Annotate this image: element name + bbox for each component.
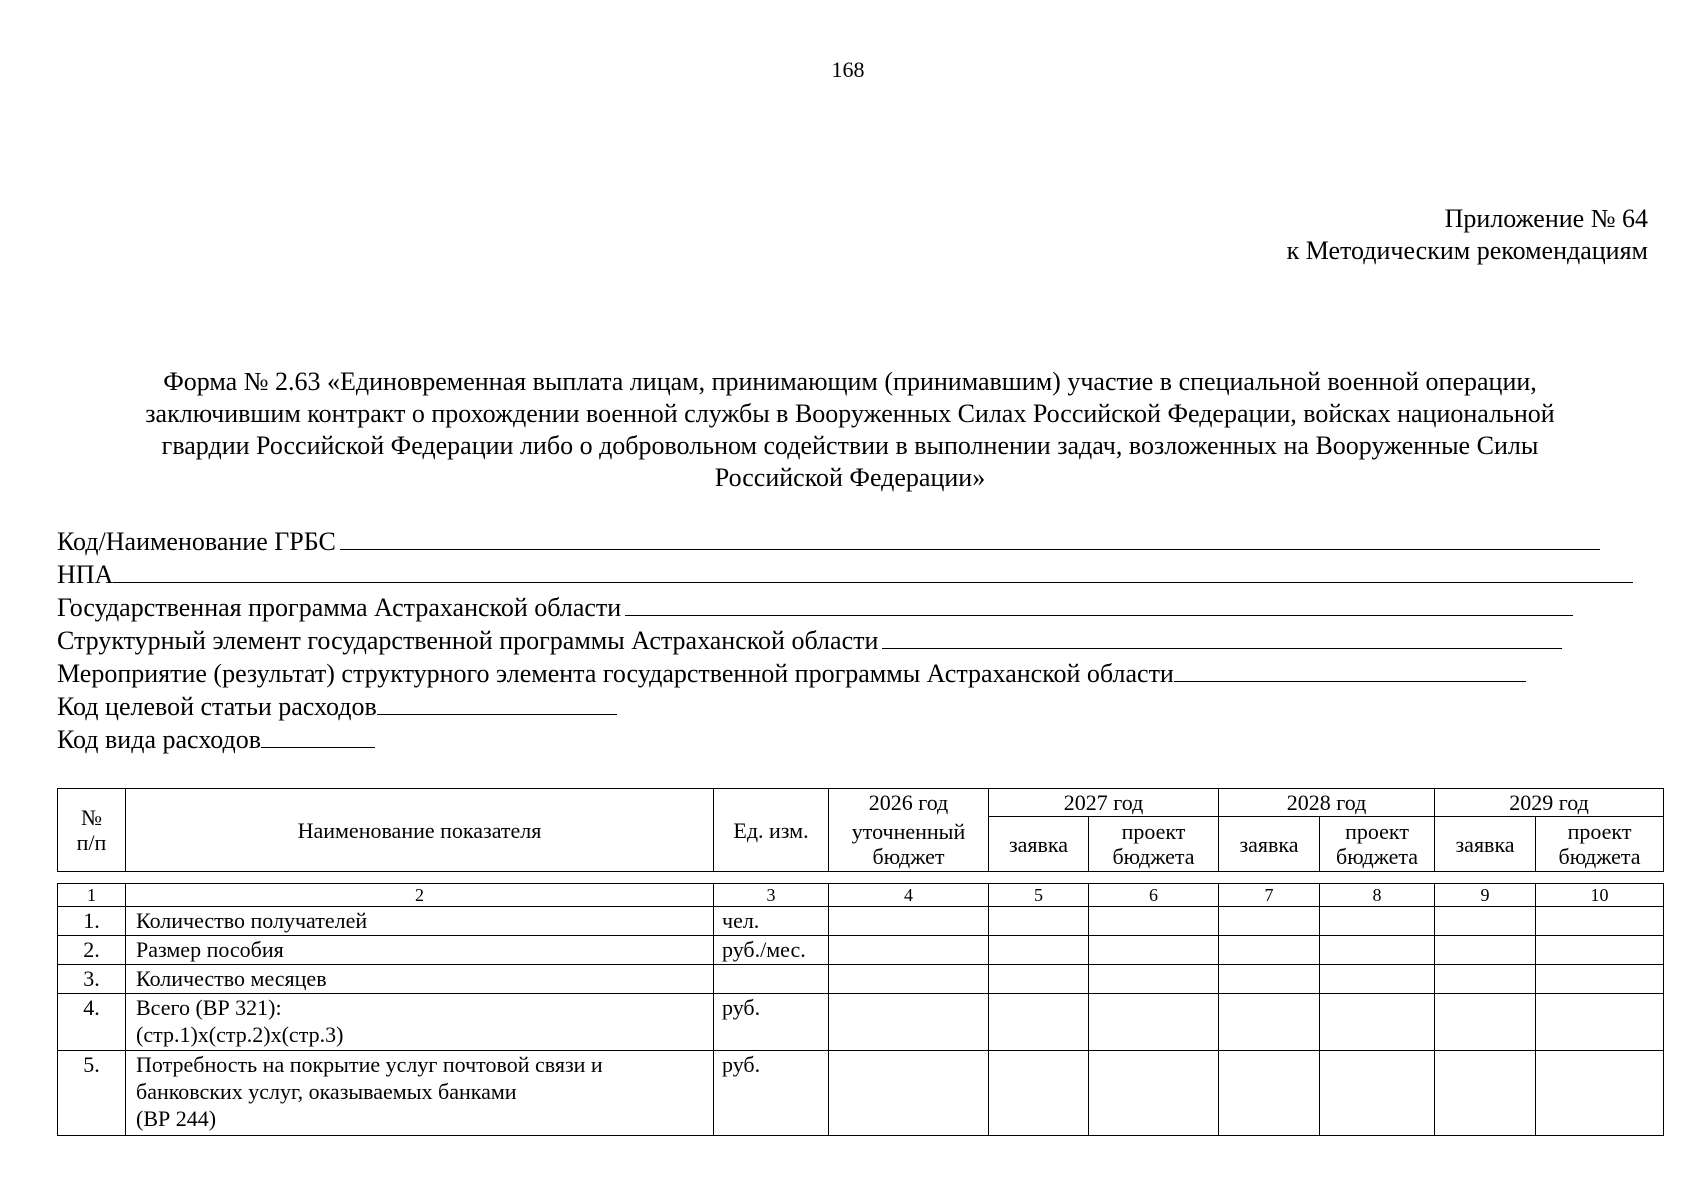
field-label: Структурный элемент государственной программы Астраханской области [57,626,879,655]
row-unit: чел. [714,907,829,936]
fill-line[interactable] [377,692,617,715]
row-name [126,1051,714,1136]
field-grbs [57,525,1633,558]
value-cell[interactable] [1219,907,1320,936]
column-number: 9 [1435,884,1536,907]
header-year-2027: 2027 год [989,789,1219,817]
row-num: 5. [58,1051,126,1136]
row-num: 3. [58,965,126,994]
row-num: 4. [58,994,126,1051]
form-fields [57,525,1633,756]
value-cell[interactable] [989,1051,1089,1136]
form-title-line: гвардии Российской Федерации либо о добровольном содействии в выполнении задач, возложенных на Вооруженные Силы [161,431,1539,460]
value-cell[interactable] [989,965,1089,994]
fill-line[interactable] [340,527,1600,550]
row-unit: руб. [714,1051,829,1136]
fill-line[interactable] [882,626,1562,649]
value-cell[interactable] [1219,936,1320,965]
value-cell[interactable] [1435,907,1536,936]
field-target-code [57,690,1633,723]
column-number: 1 [58,884,126,907]
table-row [58,907,1664,936]
row-name: Количество получателей [126,907,714,936]
column-number: 10 [1536,884,1664,907]
value-cell[interactable] [1435,936,1536,965]
value-cell[interactable] [989,936,1089,965]
field-label: НПА [57,560,114,589]
field-label: Государственная программа Астраханской области [57,593,622,622]
table-row [58,1051,1664,1136]
row-name-line: Всего (ВР 321): [136,995,282,1020]
value-cell[interactable] [1089,1051,1219,1136]
value-cell[interactable] [1089,994,1219,1051]
row-name [126,994,714,1051]
column-number: 6 [1089,884,1219,907]
value-cell[interactable] [1320,1051,1435,1136]
value-cell[interactable] [1219,994,1320,1051]
value-cell[interactable] [1219,965,1320,994]
value-cell[interactable] [829,965,989,994]
header-draft-budget: проект бюджета [1089,817,1219,872]
header-request: заявка [989,817,1089,872]
data-table [57,883,1664,1136]
row-name-line: (стр.1)x(стр.2)x(стр.3) [136,1022,344,1047]
field-label: Код целевой статьи расходов [57,692,377,721]
table-row [58,936,1664,965]
field-npa [57,558,1633,591]
row-unit: руб. [714,994,829,1051]
form-title-line: Российской Федерации» [714,463,986,492]
field-expense-code [57,723,1633,756]
header-request: заявка [1219,817,1320,872]
table-header [57,788,1664,872]
value-cell[interactable] [989,994,1089,1051]
value-cell[interactable] [1536,965,1664,994]
value-cell[interactable] [1320,907,1435,936]
field-struct-element [57,624,1633,657]
row-name-line: (ВР 244) [136,1106,217,1131]
column-number: 8 [1320,884,1435,907]
header-refined-budget: уточненный бюджет [829,817,989,872]
value-cell[interactable] [1536,907,1664,936]
page-number: 168 [831,57,865,82]
appendix-reference [1287,203,1648,267]
value-cell[interactable] [1435,965,1536,994]
table-row [58,965,1664,994]
value-cell[interactable] [829,936,989,965]
field-label: Код вида расходов [57,725,261,754]
value-cell[interactable] [1320,936,1435,965]
column-number: 3 [714,884,829,907]
row-num: 1. [58,907,126,936]
fill-line[interactable] [1174,659,1526,682]
field-event [57,657,1633,690]
column-number: 4 [829,884,989,907]
value-cell[interactable] [1435,1051,1536,1136]
column-number: 5 [989,884,1089,907]
field-gov-program [57,591,1633,624]
column-number: 7 [1219,884,1320,907]
value-cell[interactable] [1219,1051,1320,1136]
header-year-2029: 2029 год [1435,789,1664,817]
value-cell[interactable] [1320,994,1435,1051]
header-draft-budget: проект бюджета [1536,817,1664,872]
value-cell[interactable] [1435,994,1536,1051]
form-title-line: Форма № 2.63 «Единовременная выплата лицам, принимающим (принимавшим) участие в специальной военной операции, [163,367,1537,396]
value-cell[interactable] [829,994,989,1051]
row-name: Количество месяцев [126,965,714,994]
fill-line[interactable] [261,725,375,748]
appendix-line: Приложение № 64 [1444,204,1648,233]
value-cell[interactable] [989,907,1089,936]
header-num: № п/п [58,789,126,872]
header-unit: Ед. изм. [714,789,829,872]
value-cell[interactable] [829,907,989,936]
column-number: 2 [126,884,714,907]
form-title [70,366,1630,494]
value-cell[interactable] [1320,965,1435,994]
column-number-row [58,884,1664,907]
row-name: Размер пособия [126,936,714,965]
header-name: Наименование показателя [126,789,714,872]
value-cell[interactable] [829,1051,989,1136]
field-label: Мероприятие (результат) структурного элемента государственной программы Астраханской области [57,659,1174,688]
field-label: Код/Наименование ГРБС [57,527,336,556]
header-year-2026: 2026 год [829,789,989,817]
value-cell[interactable] [1089,965,1219,994]
value-cell[interactable] [1536,936,1664,965]
header-year-2028: 2028 год [1219,789,1435,817]
fill-line[interactable] [113,560,1633,583]
row-unit: руб./мес. [714,936,829,965]
value-cell[interactable] [1089,936,1219,965]
row-name-line: Потребность на покрытие услуг почтовой связи и [136,1052,603,1077]
value-cell[interactable] [1089,907,1219,936]
appendix-line: к Методическим рекомендациям [1286,236,1648,265]
row-name-line: банковских услуг, оказываемых банками [136,1079,517,1104]
fill-line[interactable] [625,593,1573,616]
value-cell[interactable] [1536,1051,1664,1136]
table-row [58,994,1664,1051]
header-draft-budget: проект бюджета [1320,817,1435,872]
value-cell[interactable] [1536,994,1664,1051]
row-unit [714,965,829,994]
form-title-line: заключившим контракт о прохождении военной службы в Вооруженных Силах Российской Федерации, войсках национальной [145,399,1555,428]
header-request: заявка [1435,817,1536,872]
row-num: 2. [58,936,126,965]
